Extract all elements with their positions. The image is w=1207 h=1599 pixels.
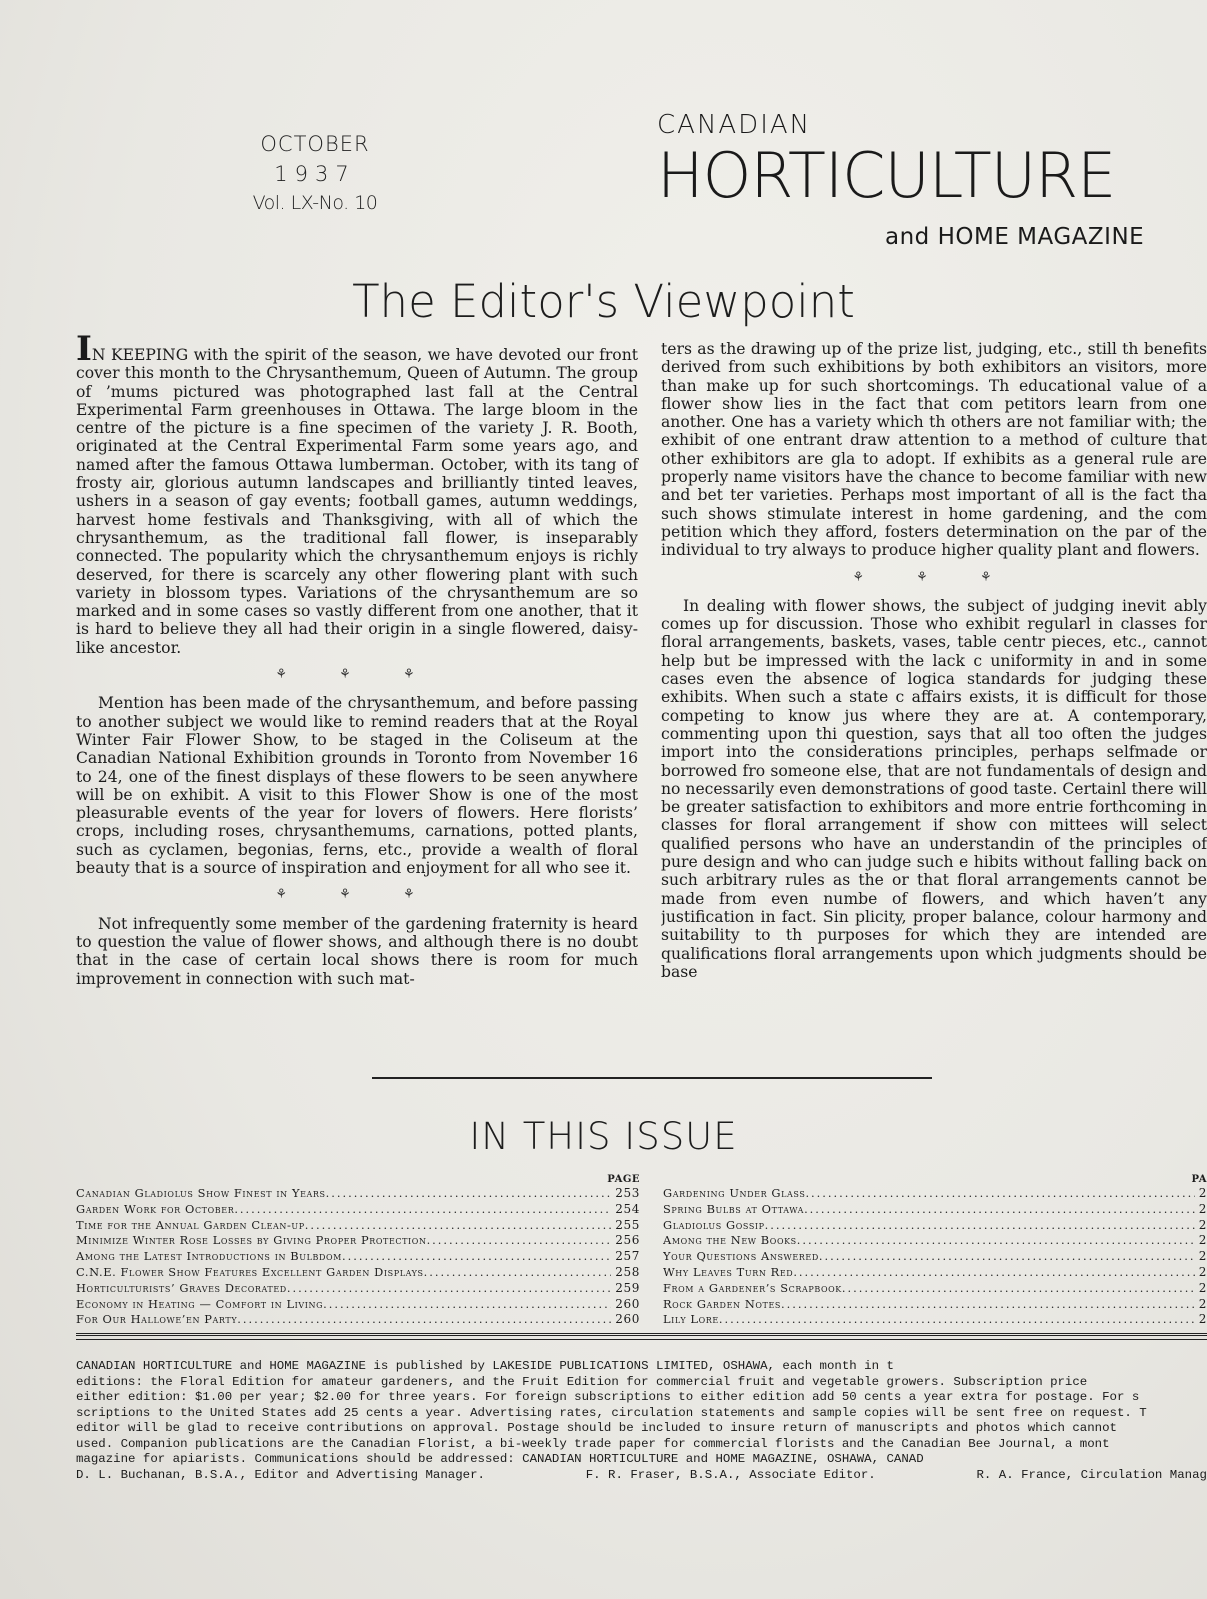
editorial-left-column [76, 329, 638, 988]
leader-dots [719, 1312, 1195, 1328]
contents-entry[interactable] [663, 1202, 1207, 1218]
contents-entry[interactable] [76, 1281, 640, 1297]
entry-title: From a Gardener’s Scrapbook [663, 1280, 842, 1295]
section-ornament: ⚘ ⚘ ⚘ [275, 667, 439, 683]
entry-page: 253 [615, 1186, 640, 1200]
contents-entry[interactable] [663, 1218, 1207, 1234]
leader-dots [424, 1265, 612, 1281]
entry-title: Canadian Gladiolus Show Finest in Years [76, 1186, 326, 1200]
notice-line: editions: the Floral Edition for amateur gardeners, and the Fruit Edition for commercial fruit and vegetable growers. Subscription price [76, 1374, 1088, 1389]
leader-dots [237, 1312, 611, 1328]
notice-line: CANADIAN HORTICULTURE and HOME MAGAZINE is published by LAKESIDE PUBLICATIONS LIMITED, OSHAWA, each month in t [76, 1359, 894, 1373]
issue-month: OCTOBER [260, 132, 370, 156]
page-column-label: PA [1191, 1174, 1207, 1185]
notice-line: either edition: $1.00 per year; $2.00 for three years. For foreign subscriptions to either edition add 50 cents a year extra for postage. For s [76, 1390, 1140, 1404]
masthead-title: HORTICULTURE [657, 139, 1116, 212]
contents-right [663, 1174, 1207, 1328]
issue-volume: Vol. LX-No. 10 [252, 192, 378, 214]
masthead-subtitle: and HOME MAGAZINE [885, 224, 1145, 250]
drop-cap: I [76, 329, 92, 369]
circulation-manager-credit: R. A. France, Circulation Manag [976, 1467, 1207, 1482]
entry-title: C.N.E. Flower Show Features Excellent Garden Displays [76, 1264, 424, 1279]
section-ornament: ⚘ ⚘ ⚘ [275, 887, 439, 903]
leader-dots [305, 1218, 612, 1234]
editorial-paragraph: Not infrequently some member of the gardening fraternity is heard to question the value of flower shows, and although there is no doubt that in the case of certain local shows there is room for much improvement in connection with such mat- [76, 914, 638, 988]
entry-page: 2 [1198, 1233, 1207, 1248]
contents-entry[interactable] [663, 1297, 1207, 1313]
contents-entry[interactable] [663, 1312, 1207, 1328]
entry-title: Time for the Annual Garden Clean-up [76, 1217, 305, 1232]
double-rule [76, 1333, 1207, 1340]
leader-dots [805, 1186, 1194, 1202]
leader-dots [287, 1281, 611, 1297]
entry-title: For Our Hallowe’en Party [76, 1312, 238, 1327]
masthead-canadian: CANADIAN [657, 110, 812, 140]
leader-dots [427, 1233, 612, 1249]
entry-title: Gladiolus Gossip [663, 1217, 765, 1232]
issue-year: 1937 [274, 162, 356, 186]
entry-page: 259 [615, 1280, 640, 1295]
masthead [657, 110, 1207, 250]
entry-title: Minimize Winter Rose Losses by Giving Proper Protection [76, 1233, 427, 1248]
contents-entry[interactable] [76, 1218, 640, 1234]
entry-page: 2 [1198, 1186, 1207, 1200]
leader-dots [804, 1202, 1195, 1218]
notice-line: scriptions to the United States add 25 cents a year. Advertising rates, circulation statements and sample copies will be sent free on request. T [76, 1405, 1147, 1420]
notice-line: editor will be glad to receive contributions on approval. Postage should be included to insure return of manuscripts and photos which cannot [76, 1421, 1117, 1435]
entry-page: 2 [1198, 1296, 1207, 1311]
editorial-paragraph: ters as the drawing up of the prize list, judging, etc., still th benefits derived from such exhibitions by both exhibitors an visitors, more than make up for such shortcomings. Th educational value of a flower show lies in the fact that com petitors learn from one another. One has a variety which th others are not familiar with; the exhibit of one entrant draw attention to a method of culture that other exhibitors are gla to adopt. If exhibits as a general rule are properly name visitors have the chance to become familiar with new and bet ter varieties. Perhaps most important of all is the fact tha such shows stimulate interest in home gardening, and the com petition which they afford, fosters determination on the par of the individual to try always to produce higher quality plant and flowers. [661, 340, 1207, 560]
leader-dots [781, 1297, 1195, 1313]
entry-title: Spring Bulbs at Ottawa [663, 1201, 805, 1216]
entry-page: 257 [615, 1249, 640, 1264]
notice-line: magazine for apiarists. Communications should be addressed: CANADIAN HORTICULTURE and HOME MAGAZINE, OSHAWA, CANAD [76, 1452, 924, 1466]
entry-page: 260 [615, 1312, 640, 1327]
entry-page: 2 [1198, 1264, 1207, 1279]
entry-page: 256 [615, 1233, 640, 1248]
contents-entry[interactable] [76, 1202, 640, 1218]
contents-entry[interactable] [663, 1281, 1207, 1297]
contents-entry[interactable] [663, 1233, 1207, 1249]
entry-title: Horticulturists’ Graves Decorated [76, 1280, 287, 1295]
entry-title: Among the New Books [663, 1233, 797, 1248]
staff-line [76, 1468, 1207, 1484]
entry-page: 255 [615, 1217, 640, 1232]
contents-entry[interactable] [76, 1265, 640, 1281]
entry-page: 254 [615, 1201, 640, 1216]
entry-page: 2 [1198, 1249, 1207, 1264]
leader-dots [323, 1297, 611, 1313]
entry-page: 2 [1198, 1312, 1207, 1327]
entry-page: 2 [1198, 1217, 1207, 1232]
contents-entry[interactable] [663, 1249, 1207, 1265]
contents-entry[interactable] [76, 1233, 640, 1249]
contents-entry[interactable] [76, 1186, 640, 1202]
section-ornament: ⚘ ⚘ ⚘ [852, 569, 1016, 585]
divider [372, 1077, 932, 1079]
publication-notice [76, 1359, 1207, 1483]
contents-left [76, 1174, 640, 1328]
associate-editor-credit: F. R. Fraser, B.S.A., Associate Editor. [585, 1467, 876, 1482]
editorial-heading: The Editor's Viewpoint [352, 275, 855, 328]
leader-dots [793, 1265, 1194, 1281]
leader-dots [234, 1202, 611, 1218]
entry-title: Why Leaves Turn Red [663, 1264, 794, 1279]
entry-title: Rock Garden Notes [663, 1296, 782, 1311]
page-column-label: PAGE [607, 1174, 640, 1185]
leader-dots [326, 1186, 612, 1202]
contents-entry[interactable] [76, 1249, 640, 1265]
entry-page: 258 [615, 1264, 640, 1279]
entry-page: 2 [1198, 1280, 1207, 1295]
contents-entry[interactable] [663, 1186, 1207, 1202]
entry-title: Economy in Heating — Comfort in Living [76, 1296, 324, 1311]
contents-heading: IN THIS ISSUE [469, 1115, 738, 1158]
entry-title: Among the Latest Introductions in Bulbdom [76, 1249, 342, 1264]
editorial-paragraph: Mention has been made of the chrysanthemum, and before passing to another subject we would like to remind readers that at the Royal Winter Fair Flower Show, to be staged in the Coliseum at the Canadian National Exhibition grounds in Toronto from November 16 to 24, one of the finest displays of these flowers to be seen anywhere will be on exhibit. A visit to this Flower Show is one of the most pleasurable events of the year for lovers of flowers. Here florists’ crops, including roses, chrysanthemums, carnations, potted plants, such as cyclamen, begonias, ferns, etc., provide a wealth of floral beauty that is a source of inspiration and enjoyment for all who see it. [76, 694, 638, 878]
entry-page: 2 [1198, 1201, 1207, 1216]
contents-entry[interactable] [76, 1312, 640, 1328]
paragraph-text: N KEEPING with the spirit of the season, we have devoted our front cover this month to the Chrysanthemum, Queen of Autumn. The group of ’mums pictured was photographed last fall at the Central Experimental Farm greenhouses in Ottawa. The large bloom in the centre of the picture is a fine specimen of the variety J. R. Booth, originated at the Central Experimental Farm some years ago, and named after the famous Ottawa lumberman. October, with its tang of frosty air, glorious autumn landscapes and brilliantly tinted leaves, ushers in a season of gay events; football games, autumn weddings, harvest home festivals and Thanksgiving, with all of which the chrysanthemum, as the traditional fall flower, is inseparably connected. The popularity which the chrysanthemum enjoys is richly deserved, for there is scarcely any other flowering plant with such variety in blossom types. Variations of the chrysanthemum are so marked and in some cases so vastly different from one another, that it is hard to believe they all had their origin in a single flowered, daisy-like ancestor. [76, 346, 638, 657]
entry-title: Garden Work for October [76, 1201, 235, 1216]
contents-entry[interactable] [76, 1297, 640, 1313]
issue-info [230, 132, 400, 214]
notice-line: used. Companion publications are the Canadian Florist, a bi-weekly trade paper for commercial florists and the Canadian Bee Journal, a mont [76, 1436, 1110, 1451]
entry-title: Lily Lore [663, 1312, 719, 1327]
entry-title: Gardening Under Glass [663, 1186, 806, 1200]
entry-title: Your Questions Answered [663, 1249, 819, 1264]
entry-page: 260 [615, 1296, 640, 1311]
leader-dots [765, 1218, 1195, 1234]
editorial-right-column [661, 340, 1207, 981]
editorial-paragraph [76, 329, 638, 657]
leader-dots [819, 1249, 1195, 1265]
editor-credit: D. L. Buchanan, B.S.A., Editor and Advertising Manager. [76, 1467, 485, 1482]
contents-entry[interactable] [663, 1265, 1207, 1281]
leader-dots [342, 1249, 611, 1265]
editorial-paragraph: In dealing with flower shows, the subject of judging inevit ably comes up for discussion. Those who exhibit regularl in classes for floral arrangements, baskets, vases, table centr pieces, etc., cannot help but be impressed with the lack c uniformity in and in some cases even the absence of logica standards for judging these exhibits. When such a state c affairs exists, it is difficult for those competing to know jus where they are at. A contemporary, commenting upon thi question, says that all too often the judges import into the considerations principles, perhaps selfmade or borrowed fro someone else, that are not fundamentals of design and no necessarily even demonstrations of good taste. Certainl there will be greater satisfaction to exhibitors and more entrie forthcoming in classes for floral arrangement if show con mittees will select qualified persons who have an understandin of the principles of pure design and who can judge such e hibits without falling back on such arbitrary rules as the or that floral arrangements cannot be made from even numbe of flowers, and which haven’t any justification in fact. Sin plicity, proper balance, colour harmony and suitability to th purposes for which they are intended are qualifications floral arrangements upon which judgments should be base [661, 596, 1207, 981]
leader-dots [797, 1233, 1195, 1249]
leader-dots [842, 1281, 1195, 1297]
